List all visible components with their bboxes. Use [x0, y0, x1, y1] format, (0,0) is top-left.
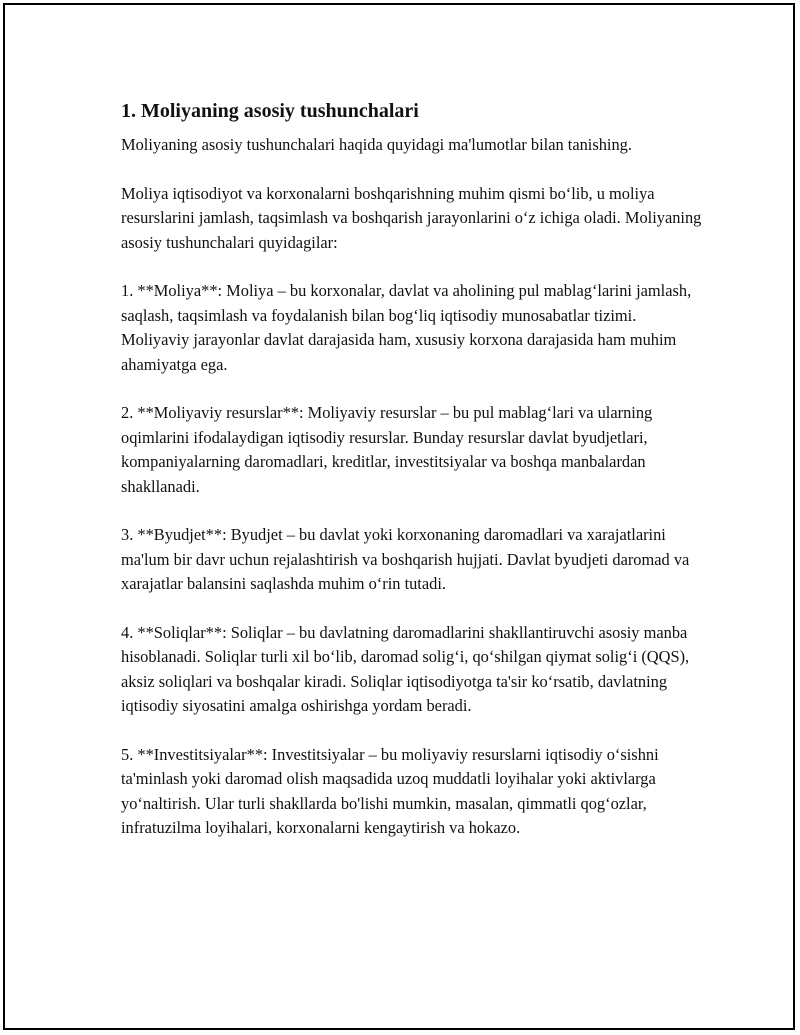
paragraph-moliya: 1. **Moliya**: Moliya – bu korxonalar, davlat va aholining pul mablag‘larini jamlash, saqlash, taqsimlash va foydalanish bilan bog‘liq iqtisodiy munosabatlar tizimi. Moliyaviy jarayonlar davlat darajasida ham, xususiy korxona darajasida ham muhim ahamiyatga ega. [121, 281, 692, 374]
section-heading: 1. Moliyaning asosiy tushunchalari [121, 100, 419, 122]
paragraph-intro: Moliyaning asosiy tushunchalari haqida quyidagi ma'lumotlar bilan tanishing. [121, 135, 632, 154]
page-frame [3, 3, 795, 1030]
paragraph-soliqlar: 4. **Soliqlar**: Soliqlar – bu davlatning daromadlarini shakllantiruvchi asosiy manba hisoblanadi. Soliqlar turli xil bo‘lib, daromad solig‘i, qo‘shilgan qiymat solig‘i (QQS), aksiz soliqlari va boshqalar kiradi. Soliqlar iqtisodiyotga ta'sir ko‘rsatib, davlatning iqtisodiy siyosatini amalga oshirishga yordam beradi. [121, 623, 690, 716]
paragraph-byudjet: 3. **Byudjet**: Byudjet – bu davlat yoki korxonaning daromadlari va xarajatlarini ma'lum bir davr uchun rejalashtirish va boshqarish hujjati. Davlat byudjeti daromad va xarajatlar balansini saqlashda muhim o‘rin tutadi. [121, 525, 690, 594]
document-body [121, 97, 705, 865]
paragraph-moliyaviy-resurslar: 2. **Moliyaviy resurslar**: Moliyaviy resurslar – bu pul mablag‘lari va ularning oqimlarini ifodalaydigan iqtisodiy resurslar. Bunday resurslar davlat byudjetlari, kompaniyalarning daromadlari, kreditlar, investitsiyalar va boshqa manbalardan shakllanadi. [121, 403, 653, 496]
paragraph-investitsiyalar: 5. **Investitsiyalar**: Investitsiyalar – bu moliyaviy resurslarni iqtisodiy o‘sishni ta'minlash yoki daromad olish maqsadida uzoq muddatli loyihalar yoki aktivlarga yo‘naltirish. Ular turli shakllarda bo'lishi mumkin, masalan, qimmatli qog‘ozlar, infratuzilma loyihalari, korxonalarni kengaytirish va hokazo. [121, 745, 659, 838]
paragraph-overview: Moliya iqtisodiyot va korxonalarni boshqarishning muhim qismi bo‘lib, u moliya resurslarini jamlash, taqsimlash va boshqarish jarayonlarini o‘z ichiga oladi. Moliyaning asosiy tushunchalari quyidagilar: [121, 183, 702, 252]
